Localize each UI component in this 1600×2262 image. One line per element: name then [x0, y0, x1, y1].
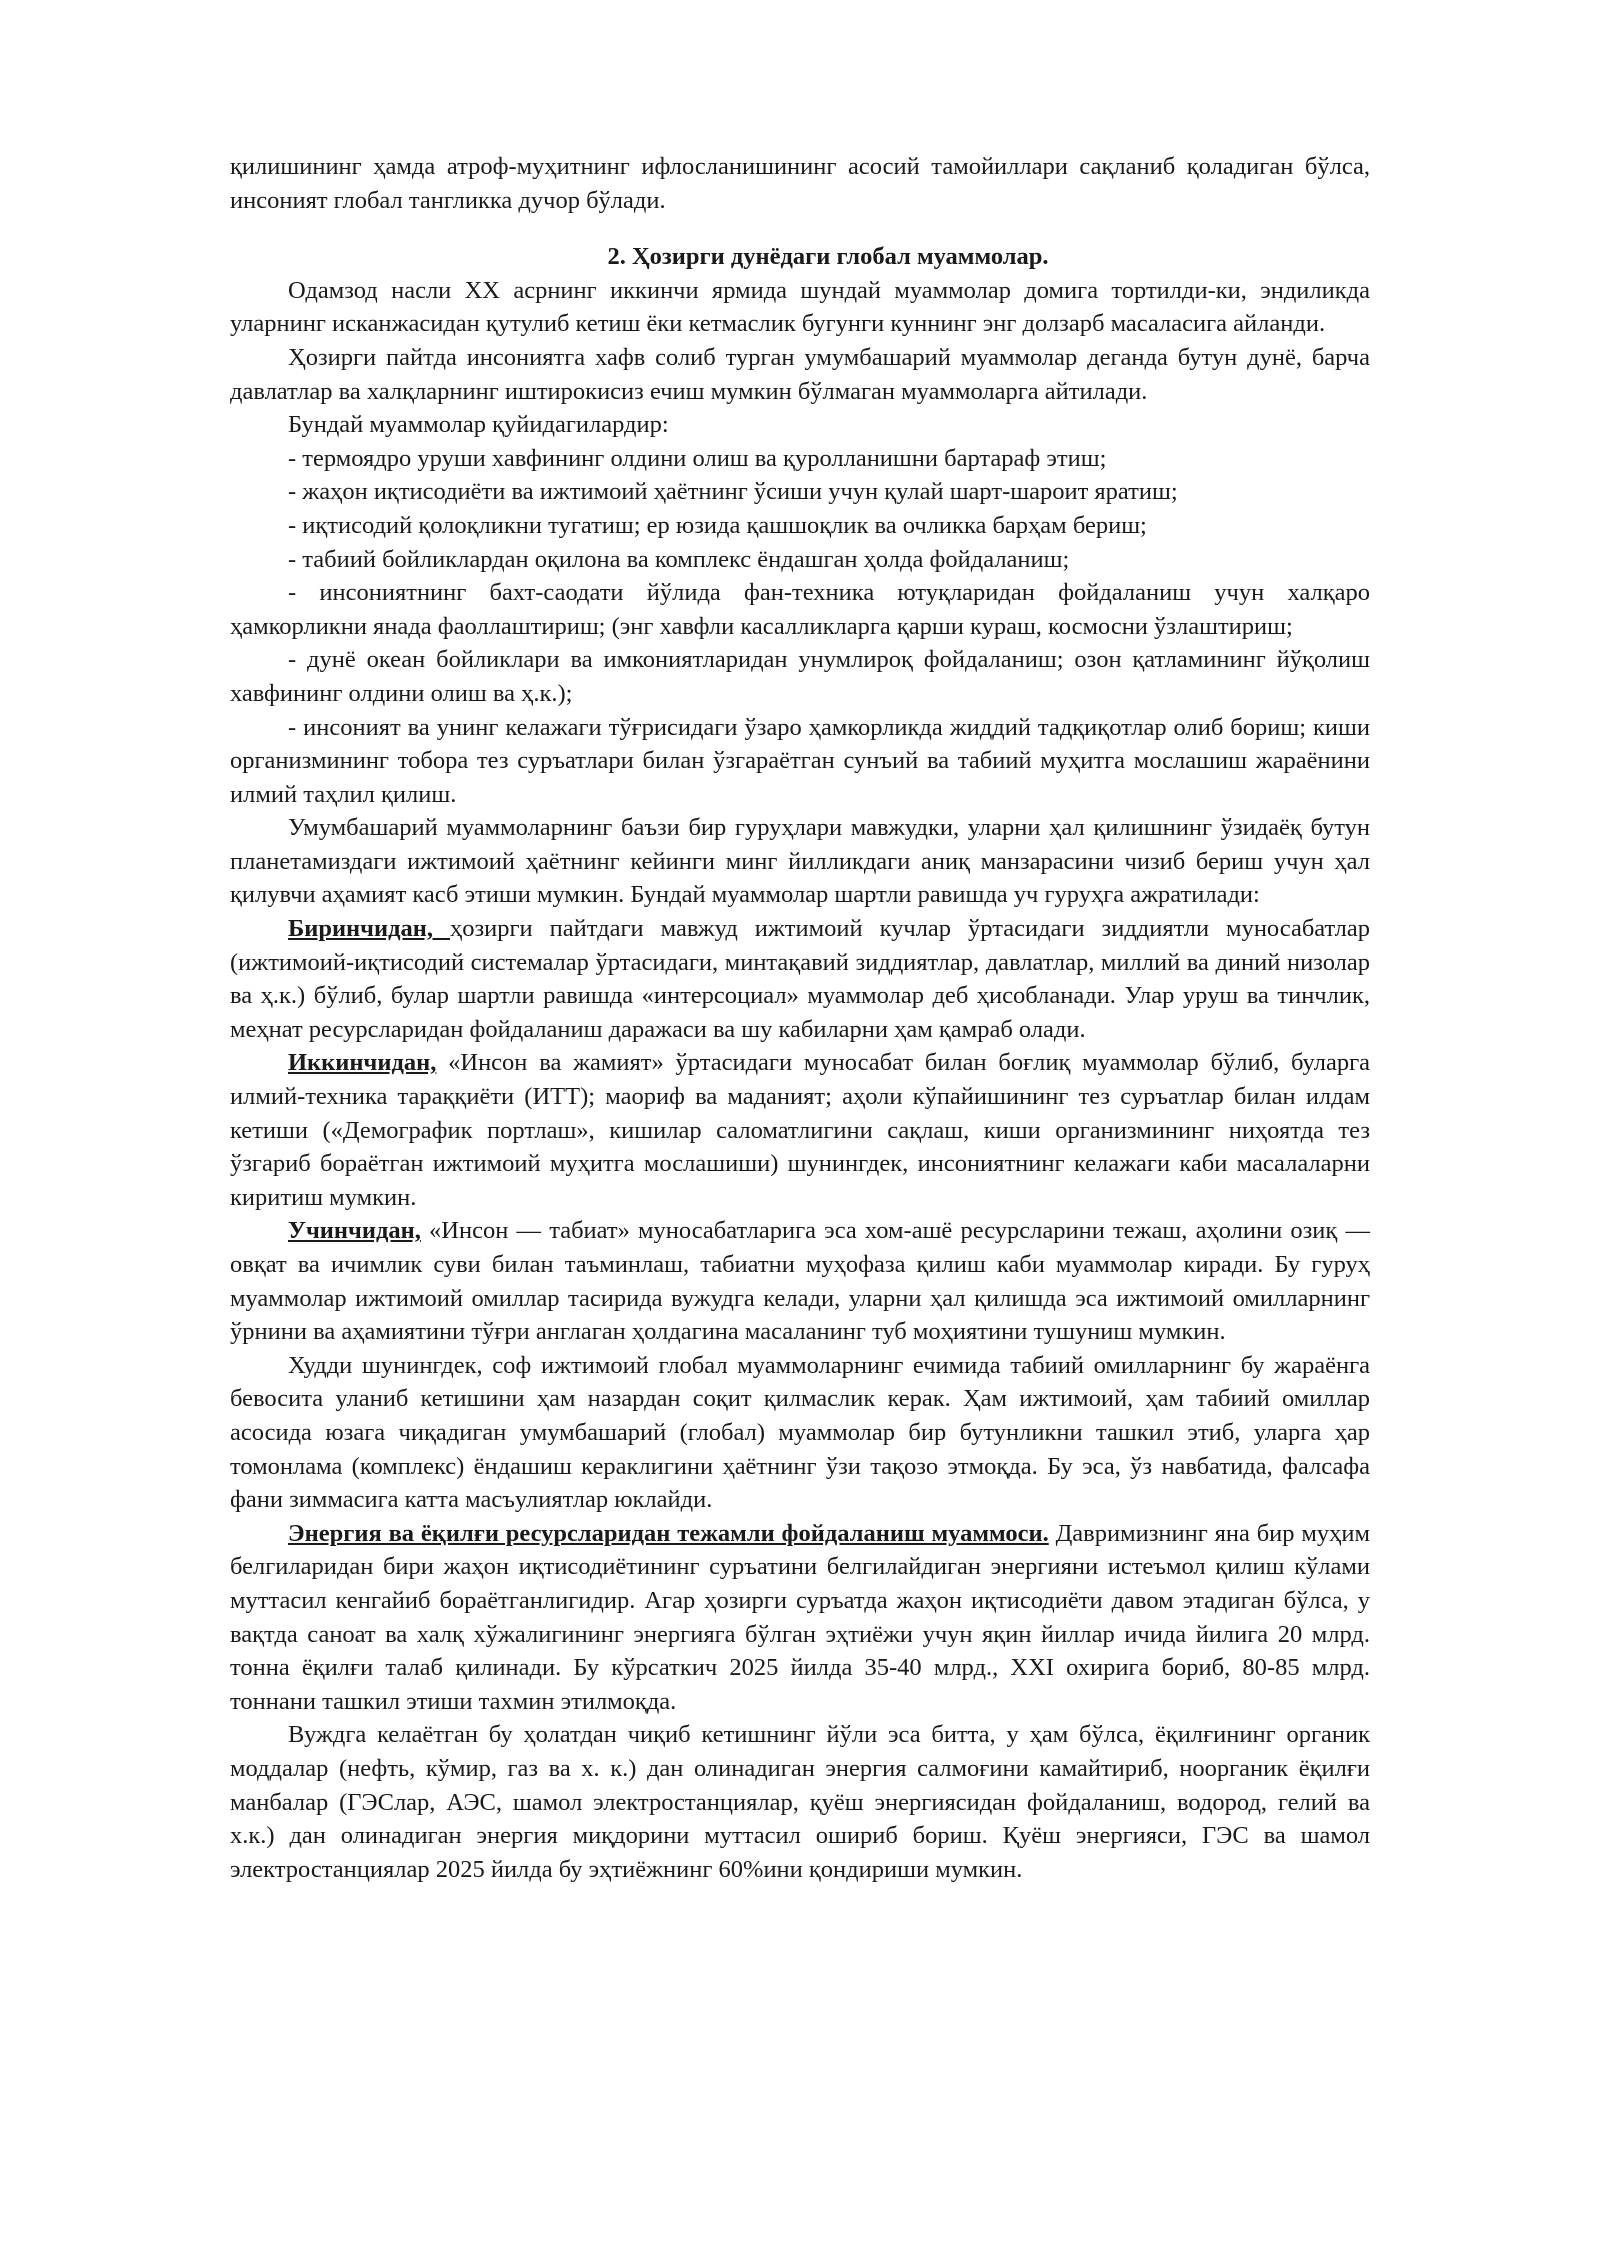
list-item: - табиий бойликлардан оқилона ва комплекс ёндашган ҳолда фойдаланиш;	[288, 545, 1070, 573]
first-group-text: ҳозирги пайтдаги мавжуд ижтимоий кучлар ўртасидаги зиддиятли муносабатлар (ижтимоий-иқтисодий системалар ўртасидаги, минтақавий зиддиятлар, давлатлар, миллий ва диний низолар ва ҳ.к.) бўлиб, булар шартли равишда «интерсоциал» муаммолар деб ҳисобланади. Улар уруш ва тинчлик, меҳнат ресурсларидан фойдаланиш даражаси ва шу кабиларни ҳам қамраб олади.	[230, 915, 1370, 1043]
energy-text: Давримизнинг яна бир муҳим белгиларидан бири жаҳон иқтисодиётининг суръатини белгилайдиган энергияни истеъмол қилиш кўлами муттасил кенгайиб бораётганлигидир. Агар ҳозирги суръатда жаҳон иқтисодиёти давом этадиган бўлса, у вақтда саноат ва халқ хўжалигининг энергияга бўлган эҳтиёжи учун яқин йиллар ичида йилига 20 млрд. тонна ёқилғи талаб қилинади. Бу кўрсаткич 2025 йилда 35-40 млрд., XXI охирига бориб, 80-85 млрд. тоннани ташкил этиши тахмин этилмоқда.	[230, 1519, 1370, 1715]
paragraph-2: Ҳозирги пайтда инсониятга хафв солиб турган умумбашарий муаммолар деганда бутун дунё, барча давлатлар ва халқларнинг иштирокисиз ечиш мумкин бўлмаган муаммоларга айтилади.	[230, 343, 1370, 405]
second-group-text: «Инсон ва жамият» ўртасидаги муносабат билан боғлиқ муаммолар бўлиб, буларга илмий-техника тараққиёти (ИТТ); маориф ва маданият; аҳоли кўпайишининг тез суръатлар билан илдам кетиши («Демографик портлаш», кишилар саломатлигини сақлаш, киши организмининг ниҳоятда тез ўзгариб бораётган ижтимоий муҳитга мослашиши) шунингдек, инсониятнинг келажаги каби масалаларни киритиш мумкин.	[230, 1049, 1370, 1211]
intro-paragraph: қилишининг ҳамда атроф-муҳитнинг ифлосланишининг асосий тамойиллари сақланиб қоладиган бўлса, инсоният глобал тангликка дучор бўлади.	[230, 153, 1370, 214]
paragraph-4: Умумбашарий муаммоларнинг баъзи бир гуруҳлари мавжудки, уларни ҳал қилишнинг ўзидаёқ бутун планетамиздаги ижтимоий ҳаётнинг кейинги минг йилликдаги аниқ манзарасини чизиб бериш учун ҳал қилувчи аҳамият касб этиши мумкин. Бундай муаммолар шартли равишда уч гуруҳга ажратилади:	[230, 814, 1370, 909]
paragraph-1: Одамзод насли XX асрнинг иккинчи ярмида шундай муаммолар домига тортилди-ки, эндиликда уларнинг исканжасидан қутулиб кетиш ёки кетмаслик бугунги куннинг энг долзарб масаласига айланди.	[230, 276, 1370, 338]
third-group-text: «Инсон — табиат» муносабатларига эса хом-ашё ресурсларини тежаш, аҳолини озиқ — овқат ва ичимлик суви билан таъминлаш, табиатни муҳофаза қилиш каби муаммолар киради. Бу гуруҳ муаммолар ижтимоий омиллар тасирида вужудга келади, уларни ҳал қилишда эса ижтимоий омилларнинг ўрнини ва аҳамиятини тўғри англаган ҳолдагина масаланинг туб моҳиятини тушуниш мумкин.	[230, 1217, 1370, 1346]
section-title: 2. Ҳозирги дунёдаги глобал муаммолар.	[607, 243, 1049, 271]
list-item: - дунё океан бойликлари ва имкониятларидан унумлироқ фойдаланиш; озон қатламининг йўқолиш хавфининг олдини олиш ва ҳ.к.);	[230, 646, 1370, 707]
document-page	[230, 150, 1370, 1886]
paragraph-6: Вуждга келаётган бу ҳолатдан чиқиб кетишнинг йўли эса битта, у ҳам бўлса, ёқилғининг органик моддалар (нефть, кўмир, газ ва х. к.) дан олинадиган энергия салмоғини камайтириб, ноорганик ёқилғи манбалар (ГЭСлар, АЭС, шамол электростанциялар, қуёш энергиясидан фойдаланиш, водород, гелий ва х.к.) дан олинадиган энергия миқдорини муттасил ошириб бориш. Қуёш энергияси, ГЭС ва шамол электростанциялар 2025 йилда бу эҳтиёжнинг 60%ини қондириши мумкин.	[230, 1721, 1370, 1883]
energy-paragraph	[230, 1517, 1370, 1719]
third-group-lead: Учинчидан,	[288, 1217, 421, 1245]
list-item: - инсониятнинг бахт-саодати йўлида фан-техника ютуқларидан фойдаланиш учун халқаро ҳамкорликни янада фаоллаштириш; (энг хавфли касалликларга қарши кураш, космосни ўзлаштириш;	[230, 579, 1370, 640]
paragraph-5: Худди шунингдек, соф ижтимоий глобал муаммоларнинг ечимида табиий омилларнинг бу жараёнга бевосита уланиб кетишини ҳам назардан соқит қилмаслик керак. Ҳам ижтимоий, ҳам табиий омиллар асосида юзага чиқадиган умумбашарий (глобал) муаммолар бир бутунликни ташкил этиб, уларга ҳар томонлама (комплекс) ёндашиш кераклигини ҳаётнинг ўзи тақозо этмоқда. Бу эса, ўз навбатида, фалсафа фани зиммасига катта масъулиятлар юклайди.	[230, 1351, 1370, 1514]
second-group-paragraph	[230, 1046, 1370, 1214]
third-group-paragraph	[230, 1214, 1370, 1348]
first-group-lead: Биринчидан,	[288, 915, 450, 943]
first-group-paragraph	[230, 912, 1370, 1046]
list-item: - термоядро уруши хавфининг олдини олиш ва қуролланишни бартараф этиш;	[288, 444, 1107, 472]
list-item: - жаҳон иқтисодиёти ва ижтимоий ҳаётнинг ўсиши учун қулай шарт-шароит яратиш;	[288, 478, 1178, 506]
paragraph-3: Бундай муаммолар қуйидагилардир:	[288, 411, 669, 439]
list-item: - инсоният ва унинг келажаги тўғрисидаги ўзаро ҳамкорликда жиддий тадқиқотлар олиб бориш; киши организмининг тобора тез суръатлари билан ўзгараётган сунъий ва табиий муҳитга мослашиш жараёнини илмий таҳлил қилиш.	[230, 713, 1370, 808]
list-item: - иқтисодий қолоқликни тугатиш; ер юзида қашшоқлик ва очликка барҳам бериш;	[288, 511, 1147, 539]
second-group-lead: Иккинчидан,	[288, 1049, 437, 1077]
energy-lead: Энергия ва ёқилғи ресурсларидан тежамли фойдаланиш муаммоси.	[288, 1519, 1049, 1547]
